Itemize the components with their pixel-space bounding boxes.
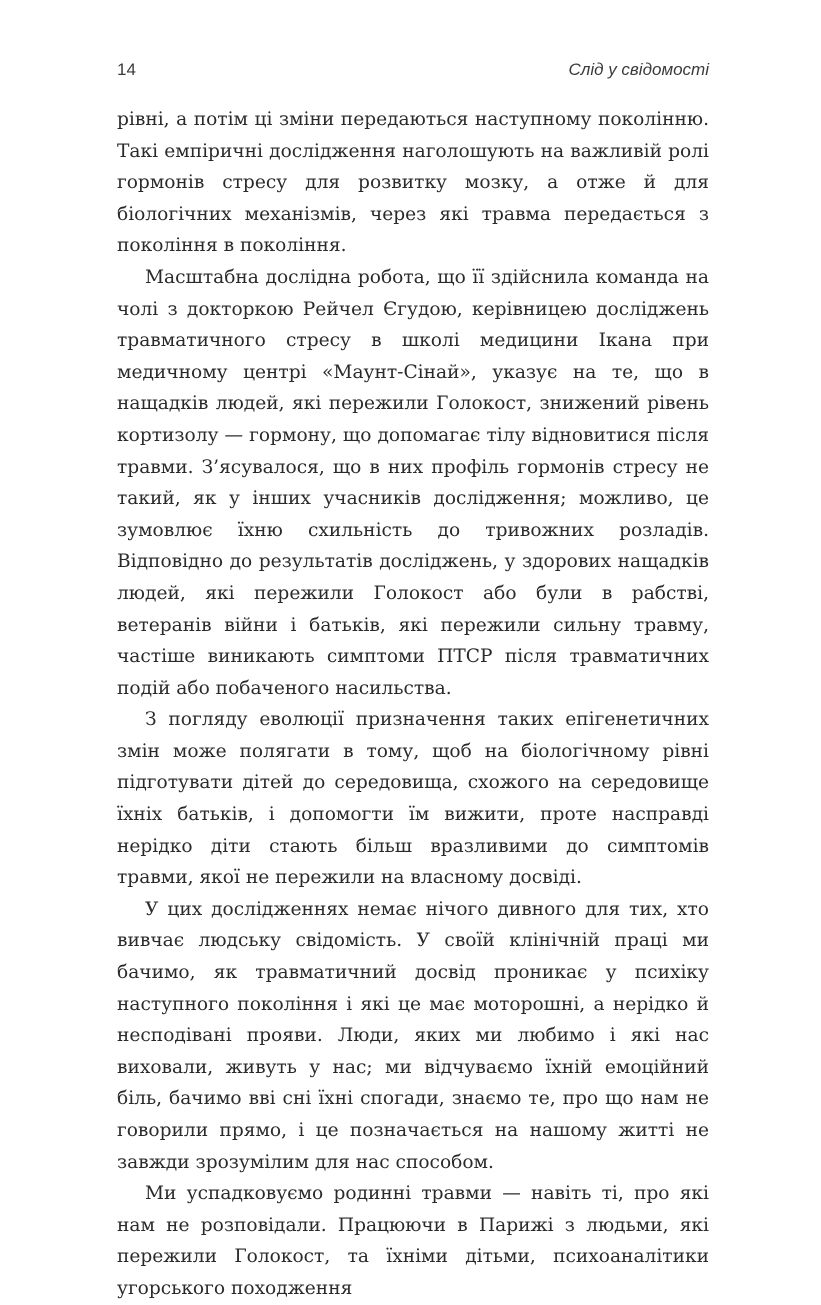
- body-text: [117, 104, 709, 1305]
- paragraph: З погляду еволюції призначення таких епігенетичних змін може полягати в тому, щоб на біологічному рівні підготувати дітей до середовища, схожого на середовище їхніх батьків, і допомогти їм вижити, проте насправді нерідко діти стають більш вразливими до симптомів травми, якої не пережили на власному досвіді.: [117, 709, 709, 889]
- paragraph: Масштабна дослідна робота, що її здійснила команда на чолі з докторкою Рейчел Єгудою, керівницею досліджень травматичного стресу в школі медицини Ікана при медичному центрі «Маунт-Сінай», указує на те, що в нащадків людей, які пережили Голокост, знижений рівень кортизолу — гормону, що допомагає тілу відновитися після травми. З’ясувалося, що в них профіль гормонів стресу не такий, як у інших учасників дослідження; можливо, це зумовлює їхню схильність до тривожних розладів. Відповідно до результатів досліджень, у здорових нащадків людей, які пережили Голокост або були в рабстві, ветеранів війни і батьків, які пережили сильну травму, частіше виникають симптоми ПТСР після травматичних подій або побаченого насильства.: [117, 266, 709, 699]
- paragraph: У цих дослідженнях немає нічого дивного для тих, хто вивчає людську свідомість. У своїй клінічній праці ми бачимо, як травматичний досвід проникає у психіку наступного покоління і які це має моторошні, а нерідко й несподівані прояви. Люди, яких ми любимо і які нас виховали, живуть у нас; ми відчуваємо їхній емоційний біль, бачимо вві сні їхні спогади, знаємо те, про що нам не говорили прямо, і це позначається на нашому житті не завжди зрозумілим для нас способом.: [117, 898, 709, 1173]
- running-title: Слід у свідомості: [568, 60, 709, 79]
- page-number: 14: [117, 60, 136, 79]
- paragraph: Ми успадковуємо родинні травми — навіть ті, про які нам не розповідали. Працюючи в Парижі з людьми, які пережили Голокост, та їхніми дітьми, психоаналітики угорського походження: [117, 1183, 709, 1299]
- running-head: [117, 60, 709, 90]
- paragraph: рівні, а потім ці зміни передаються наступному поколінню. Такі емпіричні дослідження наголошують на важливій ролі гормонів стресу для розвитку мозку, а отже й для біологічних механізмів, через які травма передається з покоління в покоління.: [117, 109, 709, 257]
